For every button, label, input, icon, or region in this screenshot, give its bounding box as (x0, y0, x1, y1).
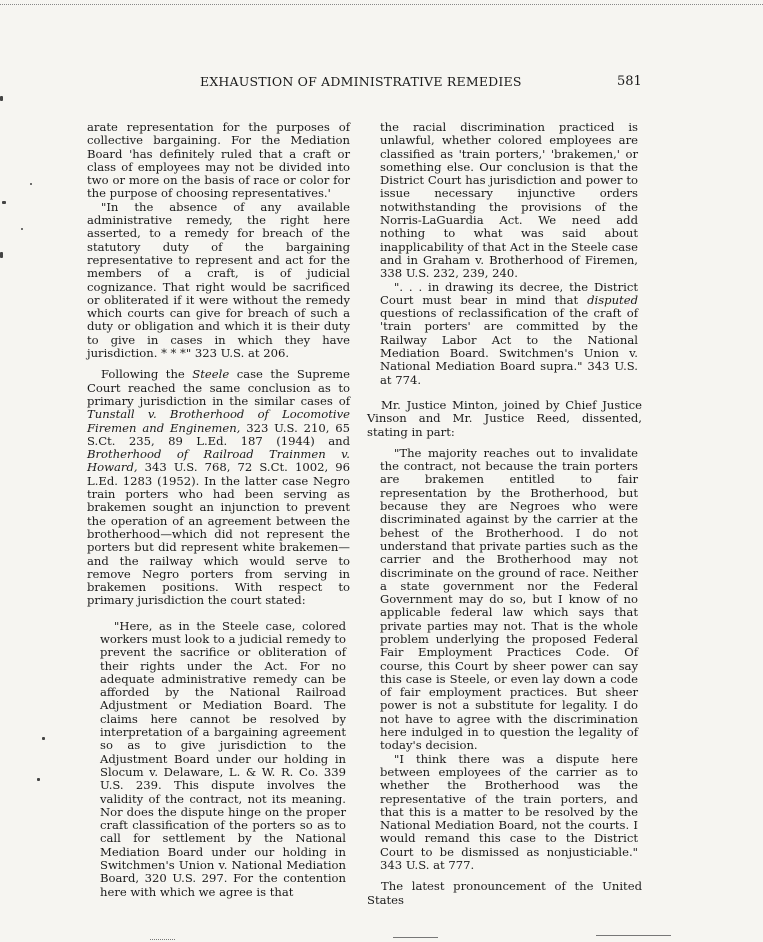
footer-rule (596, 935, 671, 936)
top-dotted-rule (0, 4, 763, 5)
paragraph: arate representation for the purposes of collective bargaining. For the Mediation Board 'has definitely ruled that a craft or class of employees may not be divided into two or more on the basis of race or color for the purpose of choosing representatives.' (87, 120, 350, 201)
paragraph: Following the Steele case the Supreme Court reached the same conclusion as to primary jurisdiction in the similar cases of Tunstall v. Brotherhood of Locomotive Firemen and Enginemen, 323 U.S. 210, 65 S.Ct. 235, 89 L.Ed. 187 (1944) and Brotherhood of Railroad Trainmen v. Howard, 343 U.S. 768, 72 S.Ct. 1002, 96 L.Ed. 1283 (1952). In the latter case Negro train porters who had been serving as brakemen sought an injunction to prevent the operation of an agreement between the brotherhood—which did not represent the porters but did represent white brakemen—and the railway which would serve to remove Negro porters from serving in brakemen positions. With respect to primary jurisdiction the court stated: (87, 367, 351, 608)
margin-speck (30, 183, 32, 185)
block-quote: ". . . in drawing its decree, the District Court must bear in mind that disputed questions of reclassification of the craft of 'train porters' are committed by the Railway Labor Act to the National Mediation Board. Switchmen's Union v. National Mediation Board supra." 343 U.S. at 774. (380, 279, 638, 387)
block-quote: the racial discrimination practiced is unlawful, whether colored employees are classified as 'train porters,' 'brakemen,' or something else. Our conclusion is that the District Court has jurisdiction and power to issue necessary injunctive orders notwithstanding the provisions of the Norris-LaGuardia Act. We need add nothing to what was said about inapplicability of that Act in the Steele case and in Graham v. Brotherhood of Firemen, 338 U.S. 232, 239, 240. (380, 120, 638, 281)
footer-rule (393, 937, 438, 938)
block-quote: "The majority reaches out to invalidate the contract, not because the train porters are brakemen entitled to fair representation by the Brotherhood, but because they are Negroes who were discriminated against by the carrier at the behest of the Brotherhood. I do not understand that private parties such as the carrier and the Brotherhood may not discriminate on the ground of race. Neither a state government nor the Federal Government may do so, but I know of no applicable federal law which says that private parties may not. That is the whole problem underlying the proposed Federal Fair Employment Practices Code. Of course, this Court by sheer power can say this case is Steele, or even lay down a code of fair employment practices. But sheer power is not a substitute for legality. I do not have to agree with the discrimination here indulged in to question the legality of today's decision. (380, 445, 638, 753)
footer-rule (150, 939, 175, 940)
page-number: 581 (617, 74, 642, 89)
paragraph: The latest pronouncement of the United States (367, 879, 642, 907)
running-title: EXHAUSTION OF ADMINISTRATIVE REMEDIES (200, 74, 522, 89)
right-column (367, 121, 642, 907)
margin-speck (37, 778, 40, 781)
paragraph: Mr. Justice Minton, joined by Chief Justice Vinson and Mr. Justice Reed, dissented, stating in part: (367, 397, 642, 439)
margin-speck (2, 201, 6, 204)
margin-speck (42, 737, 45, 740)
left-column (87, 121, 350, 899)
margin-speck (0, 252, 3, 258)
block-quote: "Here, as in the Steele case, colored workers must look to a judicial remedy to prevent the sacrifice or obliteration of their rights under the Act. For no adequate administrative remedy can be afforded by the National Railroad Adjustment or Mediation Board. The claims here cannot be resolved by interpretation of a bargaining agreement so as to give jurisdiction to the Adjustment Board under our holding in Slocum v. Delaware, L. & W. R. Co. 339 U.S. 239. This dispute involves the validity of the contract, not its meaning. Nor does the dispute hinge on the proper craft classification of the porters so as to call for settlement by the National Mediation Board under our holding in Switchmen's Union v. National Mediation Board, 320 U.S. 297. For the contention here with which we agree is that (100, 618, 346, 899)
margin-speck (0, 96, 3, 101)
page-header (0, 74, 763, 94)
block-quote: "I think there was a dispute here between employees of the carrier as to whether the Brotherhood was the representative of the train porters, and that this is a matter to be resolved by the National Mediation Board, not the courts. I would remand this case to the District Court to be dismissed as nonjusticiable." 343 U.S. at 777. (380, 751, 638, 873)
block-quote: "In the absence of any available administrative remedy, the right here asserted, to a remedy for breach of the statutory duty of the bargaining representative to represent and act for the members of a craft, is of judicial cognizance. That right would be sacrificed or obliterated if it were without the remedy which courts can give for breach of such a duty or obligation and which it is their duty to give in cases in which they have jurisdiction. * * *" 323 U.S. at 206. (87, 199, 350, 361)
margin-speck (21, 228, 23, 230)
